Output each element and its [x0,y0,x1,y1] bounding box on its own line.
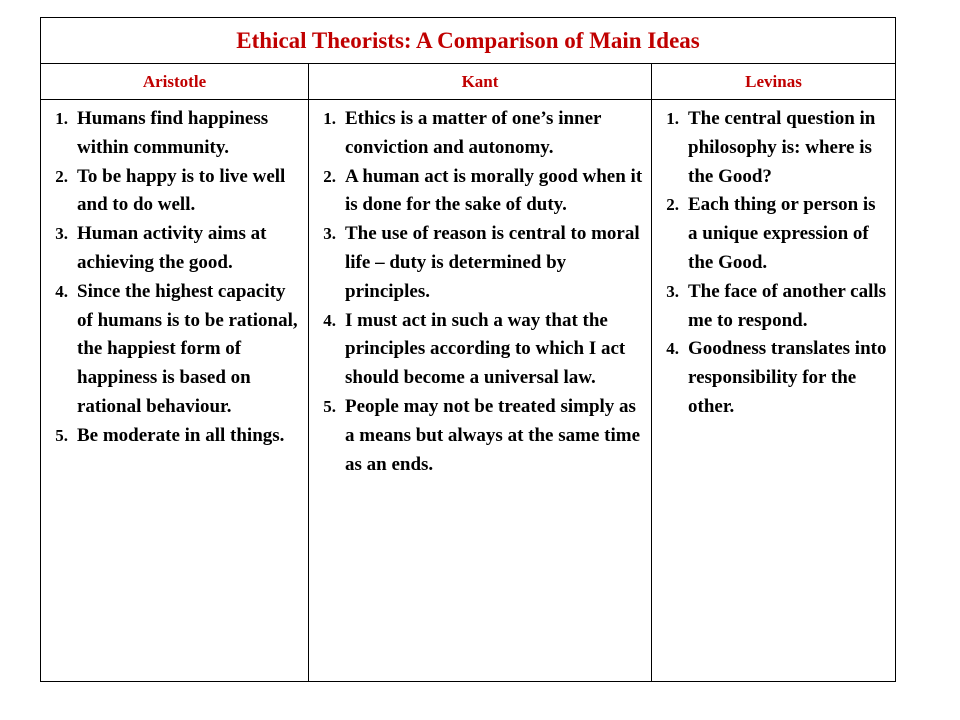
list-item [309,220,645,306]
table-title: Ethical Theorists: A Comparison of Main Ideas [41,18,896,64]
item-text: Human activity aims at achieving the good. [77,223,267,273]
levinas-ideas-list [652,100,895,422]
list-item [41,278,302,422]
aristotle-ideas-list [41,100,308,451]
list-item [41,422,302,451]
ideas-row [41,100,896,682]
item-text: I must act in such a way that the principles according to which I act should become a universal law. [345,309,626,389]
item-number: 4. [666,339,679,359]
item-text: Humans find happiness within community. [77,108,269,158]
item-text: Goodness translates into responsibility for the other. [688,338,887,417]
list-item [309,163,645,221]
item-text: The use of reason is central to moral life – duty is determined by principles. [345,223,640,302]
header-row [41,64,896,100]
list-item [309,307,645,393]
item-text: The central question in philosophy is: where is the Good? [688,108,876,187]
aristotle-ideas-cell [41,100,309,682]
item-text: A human act is morally good when it is done for the sake of duty. [345,165,643,216]
list-item [41,105,302,163]
list-item [309,105,645,163]
item-number: 4. [323,310,336,330]
column-header-kant: Kant [309,64,652,100]
column-header-aristotle: Aristotle [41,64,309,100]
kant-ideas-list [309,100,651,479]
item-number: 3. [323,224,336,244]
item-number: 1. [323,109,336,128]
item-text: Be moderate in all things. [77,424,285,446]
item-number: 5. [55,425,68,445]
list-item [41,163,302,221]
item-text: Since the highest capacity of humans is to be rational, the happiest form of happiness is based on rational behaviour. [77,280,298,417]
levinas-ideas-cell [652,100,896,682]
list-item [652,335,889,421]
list-item [652,191,889,277]
item-number: 4. [55,281,68,301]
item-text: People may not be treated simply as a means but always at the same time as an ends. [345,395,641,475]
comparison-table [40,17,896,682]
item-text: Ethics is a matter of one’s inner conviction and autonomy. [345,108,602,158]
item-number: 3. [666,281,679,301]
item-number: 2. [323,166,336,186]
list-item [309,393,645,479]
kant-ideas-cell [309,100,652,682]
list-item [652,278,889,336]
item-number: 3. [55,224,68,244]
item-number: 2. [666,195,679,215]
item-text: To be happy is to live well and to do well. [77,165,286,216]
item-number: 5. [323,396,336,416]
item-number: 2. [55,166,68,186]
title-row [41,18,896,64]
item-text: Each thing or person is a unique expression of the Good. [688,194,876,273]
list-item [652,105,889,191]
list-item [41,220,302,278]
item-text: The face of another calls me to respond. [688,280,887,331]
item-number: 1. [55,109,68,128]
column-header-levinas: Levinas [652,64,896,100]
item-number: 1. [666,109,679,128]
